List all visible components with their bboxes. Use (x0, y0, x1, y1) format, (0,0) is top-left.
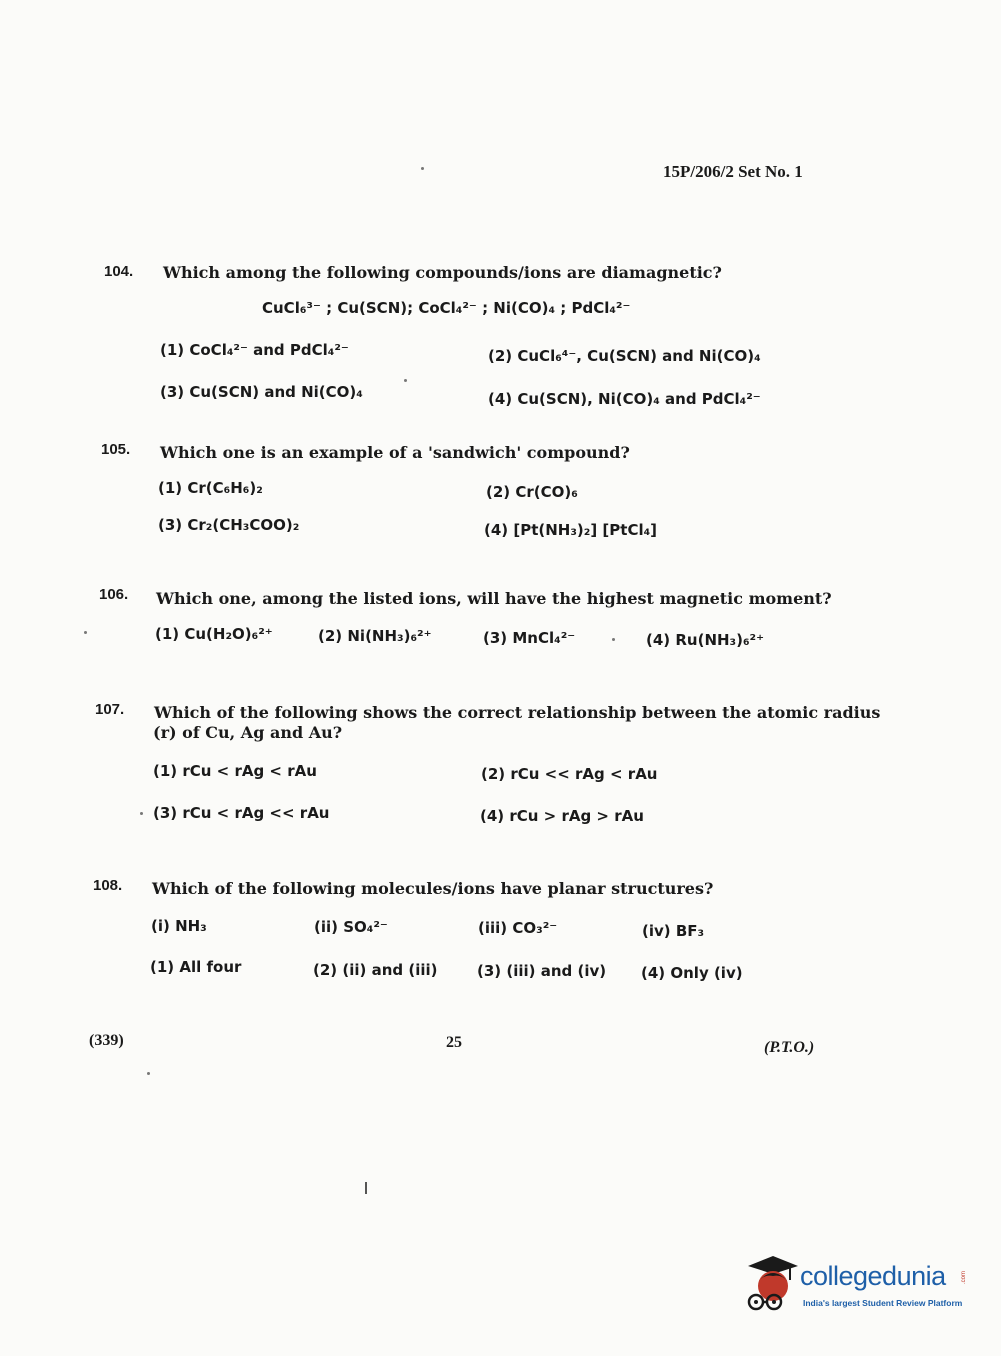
q104-list: CuCl₆³⁻ ; Cu(SCN); CoCl₄²⁻ ; Ni(CO)₄ ; PdCl₄²⁻ (262, 299, 631, 317)
pto-marker: (P.T.O.) (764, 1039, 815, 1056)
q107-stem-line-2: (r) of Cu, Ag and Au? (153, 723, 343, 742)
q108-item-4: (iv) BF₃ (642, 922, 705, 940)
q106-stem: Which one, among the listed ions, will have the highest magnetic moment? (156, 589, 832, 608)
q107-option-3: (3) rCu < rAg << rAu (153, 804, 330, 822)
q108-option-4: (4) Only (iv) (641, 964, 743, 982)
q105-stem: Which one is an example of a 'sandwich' compound? (160, 443, 630, 462)
scan-speck (140, 812, 143, 815)
scan-mark (365, 1182, 367, 1194)
page-number: 25 (446, 1034, 462, 1051)
q107-option-2: (2) rCu << rAg < rAu (481, 765, 658, 783)
q108-stem: Which of the following molecules/ions have planar structures? (152, 879, 714, 898)
scan-speck (84, 631, 87, 634)
q107-option-1: (1) rCu < rAg < rAu (153, 762, 317, 780)
q104-option-3: (3) Cu(SCN) and Ni(CO)₄ (160, 383, 363, 401)
q104-number: 104. (104, 263, 134, 280)
scan-speck (612, 638, 615, 641)
q104-option-2: (2) CuCl₆⁴⁻, Cu(SCN) and Ni(CO)₄ (488, 347, 761, 365)
q108-item-3: (iii) CO₃²⁻ (478, 919, 558, 937)
q108-option-2: (2) (ii) and (iii) (313, 961, 438, 979)
q107-stem-line-1: Which of the following shows the correct relationship between the atomic radius (154, 703, 881, 722)
q106-option-3: (3) MnCl₄²⁻ (483, 629, 576, 647)
scan-speck (421, 167, 424, 170)
q105-option-1: (1) Cr(C₆H₆)₂ (158, 479, 263, 497)
q106-option-2: (2) Ni(NH₃)₆²⁺ (318, 627, 432, 645)
scan-speck (404, 379, 407, 382)
logo-tld: .com (961, 1271, 967, 1285)
logo-tagline: India's largest Student Review Platform (803, 1298, 963, 1308)
q108-option-3: (3) (iii) and (iv) (477, 962, 607, 980)
q104-option-1: (1) CoCl₄²⁻ and PdCl₄²⁻ (160, 341, 349, 359)
q107-number: 107. (95, 701, 125, 718)
q106-option-4: (4) Ru(NH₃)₆²⁺ (646, 631, 765, 649)
scan-speck (147, 1072, 150, 1075)
paper-code: 15P/206/2 Set No. 1 (663, 162, 803, 181)
logo-brand: collegedunia (800, 1261, 946, 1291)
q106-number: 106. (99, 586, 129, 603)
q106-option-1: (1) Cu(H₂O)₆²⁺ (155, 625, 273, 643)
q107-option-4: (4) rCu > rAg > rAu (480, 807, 644, 825)
q105-number: 105. (101, 441, 131, 458)
q105-option-4: (4) [Pt(NH₃)₂] [PtCl₄] (484, 521, 658, 539)
q105-option-2: (2) Cr(CO)₆ (486, 483, 578, 501)
q108-option-1: (1) All four (150, 958, 242, 976)
q104-stem: Which among the following compounds/ions are diamagnetic? (163, 263, 722, 282)
q108-number: 108. (93, 877, 123, 894)
q104-option-4: (4) Cu(SCN), Ni(CO)₄ and PdCl₄²⁻ (488, 390, 761, 408)
q105-option-3: (3) Cr₂(CH₃COO)₂ (158, 516, 300, 534)
q108-item-2: (ii) SO₄²⁻ (314, 918, 388, 936)
q108-item-1: (i) NH₃ (151, 917, 207, 935)
booklet-code: (339) (89, 1032, 124, 1049)
collegedunia-logo (742, 1250, 972, 1316)
mascot-icon (742, 1252, 804, 1314)
